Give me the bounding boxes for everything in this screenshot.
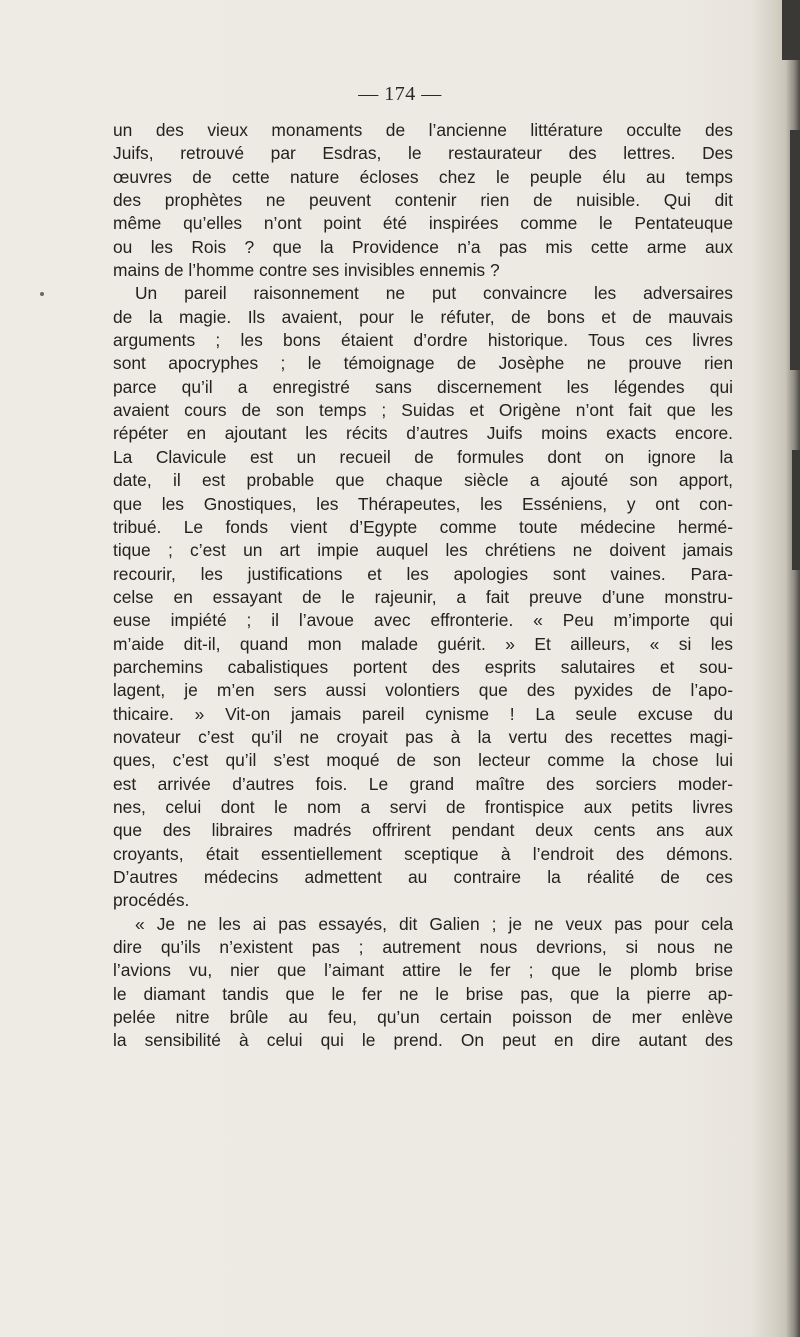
text-line: croyants, était essentiellement sceptique à l’endroit des démons. [113, 843, 733, 864]
text-line: répéter en ajoutant les récits d’autres Juifs moins exacts encore. [113, 423, 733, 444]
text-line: tribué. Le fonds vient d’Egypte comme toute médecine hermé- [113, 516, 733, 537]
text-line: un des vieux monaments de l’ancienne littérature occulte des [113, 120, 733, 140]
text-line: que des libraires madrés offrirent pendant deux cents ans aux [113, 820, 733, 841]
text-line: que les Gnostiques, les Thérapeutes, les Esséniens, y ont con- [113, 493, 733, 514]
text-line: parce qu’il a enregistré sans discernement les légendes qui [113, 376, 733, 397]
text-line: est arrivée d’autres fois. Le grand maître des sorciers moder- [113, 773, 733, 794]
text-line: euse impiété ; il l’avoue avec effronterie. « Peu m’importe qui [113, 610, 733, 631]
text-line: celse en essayant de le rajeunir, a fait preuve d’une monstru- [113, 586, 733, 607]
text-line: avaient cours de son temps ; Suidas et Origène n’ont fait que les [113, 400, 733, 421]
text-line: mains de l’homme contre ses invisibles ennemis ? [113, 260, 500, 281]
text-line: date, il est probable que chaque siècle a ajouté son apport, [113, 470, 733, 491]
text-line: nes, celui dont le nom a servi de frontispice aux petits livres [113, 796, 733, 817]
text-line: dire qu’ils n’existent pas ; autrement nous devrions, si nous ne [113, 937, 733, 958]
text-line: Juifs, retrouvé par Esdras, le restaurateur des lettres. Des [113, 143, 733, 164]
text-line: pelée nitre brûle au feu, qu’un certain poisson de mer enlève [113, 1007, 733, 1028]
text-line: lagent, je m’en sers aussi volontiers que des pyxides de l’apo- [113, 680, 733, 701]
text-line: même qu’elles n’ont point été inspirées comme le Pentateuque [113, 213, 733, 234]
text-line: œuvres de cette nature écloses chez le peuple élu au temps [113, 166, 733, 187]
text-line: thicaire. » Vit-on jamais pareil cynisme ! La seule excuse du [113, 703, 733, 724]
text-line: sont apocryphes ; le témoignage de Josèphe ne prouve rien [113, 353, 733, 374]
edge-dark-band [790, 130, 800, 370]
text-line: tique ; c’est un art impie auquel les chrétiens ne doivent jamais [113, 540, 733, 561]
page-number: — 174 — [358, 83, 442, 105]
text-line: la sensibilité à celui qui le prend. On peut en dire autant des [113, 1030, 733, 1051]
edge-dark-band [792, 450, 800, 570]
text-line: parchemins cabalistiques portent des esprits salutaires et sou- [113, 656, 733, 677]
text-line: arguments ; les bons étaient d’ordre historique. Tous ces livres [113, 330, 733, 351]
text-line: ou les Rois ? que la Providence n’a pas mis cette arme aux [113, 236, 733, 257]
text-line: recourir, les justifications et les apologies sont vaines. Para- [113, 563, 733, 584]
text-line: D’autres médecins admettent au contraire la réalité de ces [113, 867, 733, 887]
text-line: l’avions vu, nier que l’aimant attire le fer ; que le plomb brise [113, 960, 733, 981]
text-line: La Clavicule est un recueil de formules dont on ignore la [113, 446, 733, 467]
text-line: novateur c’est qu’il ne croyait pas à la vertu des recettes magi- [113, 726, 733, 747]
text-line: Un pareil raisonnement ne put convaincre les adversaires [135, 283, 733, 304]
text-line: procédés. [113, 890, 190, 911]
text-line: des prophètes ne peuvent contenir rien de nuisible. Qui dit [113, 190, 733, 211]
body-text [113, 119, 733, 1053]
text-line: le diamant tandis que le fer ne le brise pas, que la pierre ap- [113, 983, 733, 1004]
page-edge-shadow [752, 0, 800, 1337]
text-line: « Je ne les ai pas essayés, dit Galien ; je ne veux pas pour cela [135, 913, 733, 934]
text-line: de la magie. Ils avaient, pour le réfuter, de bons et de mauvais [113, 306, 733, 327]
edge-dark-band [782, 0, 800, 60]
margin-mark [40, 292, 44, 296]
text-line: ques, c’est qu’il s’est moqué de son lecteur comme la chose lui [113, 750, 733, 771]
text-line: m’aide dit-il, quand mon malade guérit. » Et ailleurs, « si les [113, 633, 733, 654]
